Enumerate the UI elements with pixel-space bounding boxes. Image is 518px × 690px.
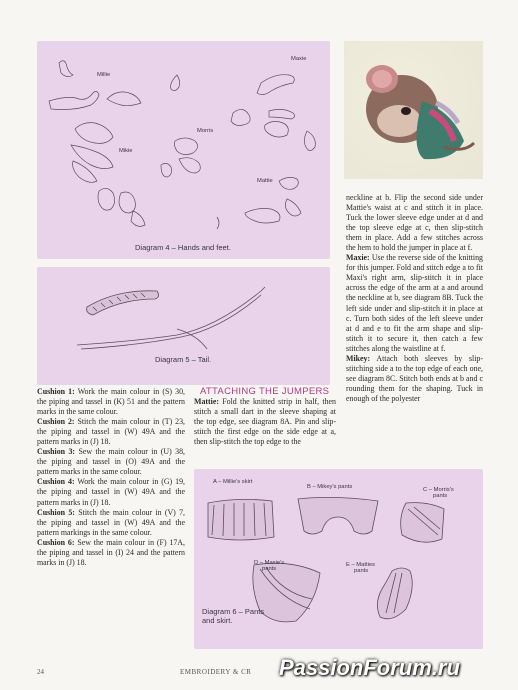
watermark: PassionForum.ru [279,655,460,680]
label-d-pants: D – Maxie's pants [254,560,285,572]
right-para-maxie: Maxie: Use the reverse side of the knitting for this jumper. Fold and stitch edge a to fit Maxi's right arm, slip-stitch it in place across the edge of the arm at a and around the neckline at b, see diagram 8B. Tuck the left side under and slip-stitch it in place at c. Turn both sides of the left sleeve under at d and e to fit the arm shape and slip-stitch it to secure it, then catch a few stitches along the waistline at f. [346,253,483,353]
cushion-4: Cushion 4: Work the main colour in (G) 19, the piping and tassel in (W) 49A and the pattern marks in (J) 18. [37,477,186,507]
diagram-4-drawings [37,41,330,259]
label-maxie: Maxie [291,56,307,62]
label-c-pants: C – Morris's pants [423,487,454,499]
page-number: 24 [37,668,44,676]
cushion-5: Cushion 5: Stitch the main colour in (V) 7, the piping and tassel in (W) 49A and the pattern markings in the same colour. [37,507,186,537]
label-mikie: Mikie [119,148,133,154]
label-millie: Millie [97,72,111,78]
label-b-pants: B – Mikey's pants [307,484,353,490]
attaching-heading: ATTACHING THE JUMPERS [200,386,330,397]
right-para-mikey: Mikey: Attach both sleeves by slip-stitching side a to the top edge of each one, see diagram 8C. Stitch both ends at b and c rounding them for the shaping. Tuck in enough of the polyester [346,353,483,403]
diagram-6-caption: Diagram 6 – Pants and skirt. [202,607,265,625]
diagram-4-caption: Diagram 4 – Hands and feet. [135,243,231,252]
label-mattie: Mattie [257,178,273,184]
cushion-3: Cushion 3: Sew the main colour in (U) 38, the piping and tassel in (O) 49A and the pattern marks in the same colour. [37,447,185,477]
magazine-name: EMBROIDERY & CR [180,668,252,676]
mouse-photo [344,41,483,179]
label-morris: Morris [197,128,214,134]
cushion-6: Cushion 6: Sew the main colour in (F) 17A, the piping and tassel in (I) 24 and the pattern marks in (J) 18. [37,537,185,567]
label-a-skirt: A – Millie's skirt [213,479,253,485]
diagram-5-drawings [37,267,330,385]
label-e-pants: E – Matties pants [346,562,375,574]
cushions-column [37,387,185,568]
attaching-column: Mattie: Fold the knitted strip in half, then stitch a small dart in the sleeve shaping at the top edge, see diagram 8A. Pin and slip-stitch the first edge on the side edge at a, then slip-stitch the top edge to the [194,397,336,447]
right-para-1: neckline at b. Flip the second side under Mattie's waist at c and stitch it in place. Tuck the lower sleeve edge under at d and the top sleeve edge at c, then slip-stitch them in place. Add a few stitches across the hem to hold the jumper in place at f. [346,193,483,253]
cushion-2: Cushion 2: Stitch the main colour in (T) 23, the piping and tassel in (W) 49A and the pattern marks in (J) 18. [37,417,185,447]
right-column [346,193,483,404]
diagram-5-caption: Diagram 5 – Tail. [155,355,212,364]
cushion-1: Cushion 1: Work the main colour in (S) 30, the piping and tassel in (K) 51 and the pattern marks in the same colour. [37,387,185,417]
